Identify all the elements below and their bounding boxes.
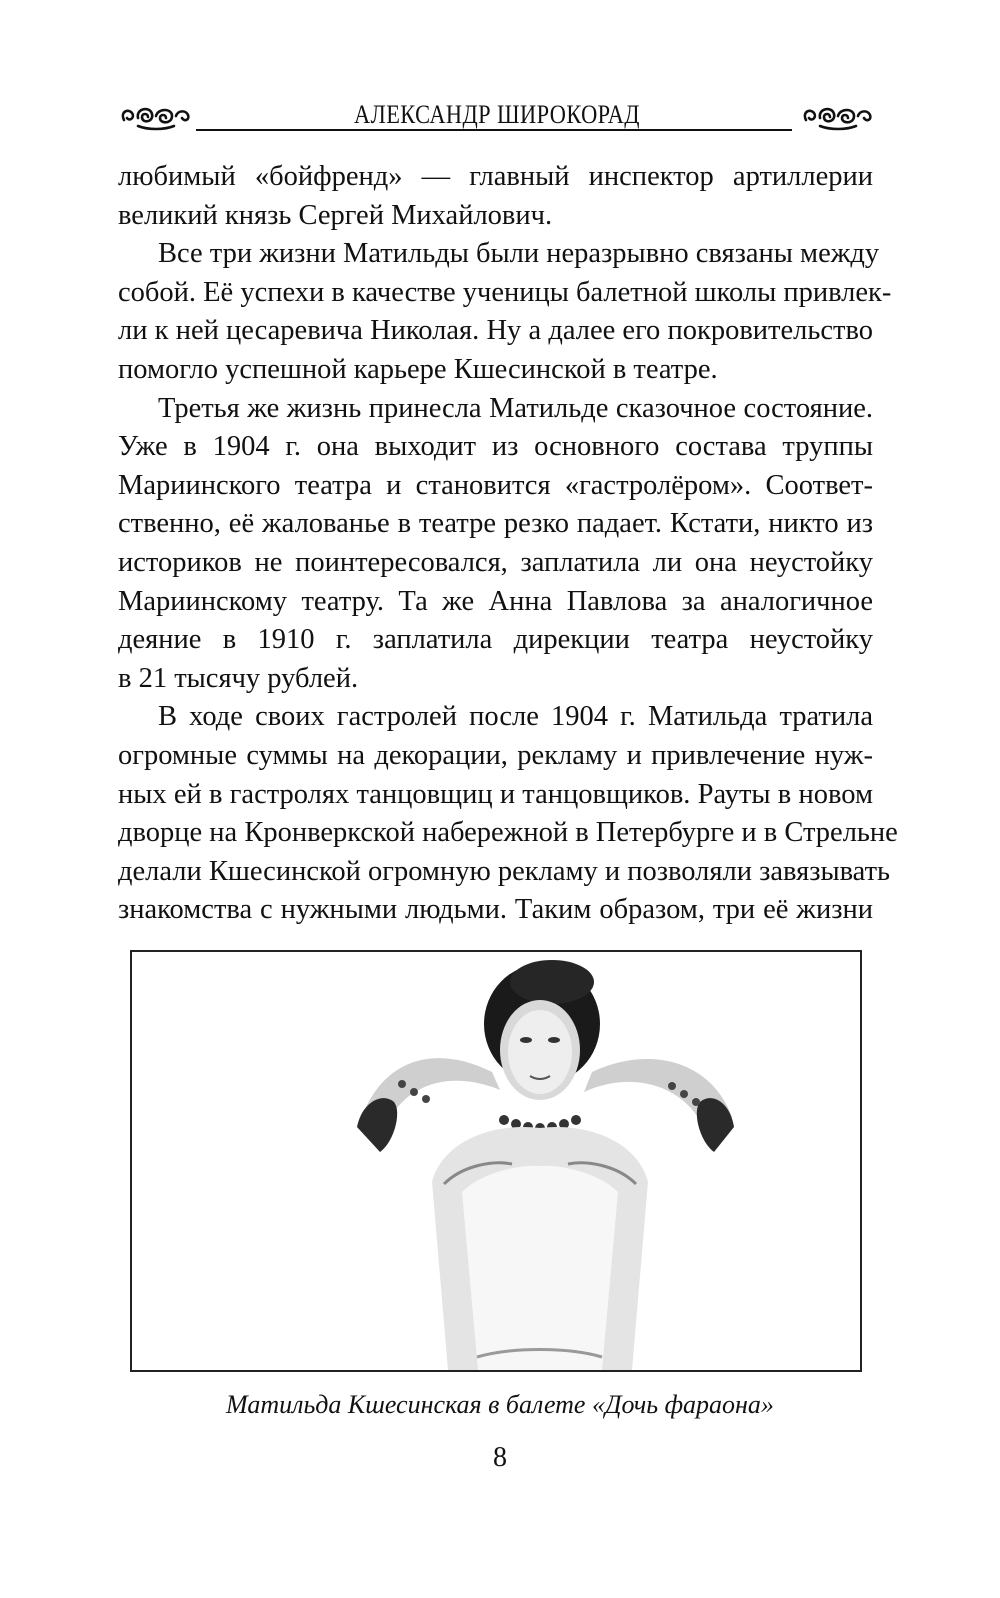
ornament-right-icon xyxy=(790,102,876,132)
text-line: ственно, её жалованье в театре резко падает. Кстати, никто из xyxy=(118,508,873,540)
text-line: ных ей в гастролях танцовщиц и танцовщиков. Рауты в новом xyxy=(118,778,873,810)
text-line: историков не поинтересовался, заплатила ли она неустойку xyxy=(118,546,873,578)
text-line: деяние в 1910 г. заплатила дирекции театра неустойку xyxy=(118,624,873,656)
text-line: огромные суммы на декорации, рекламу и привлечение нуж- xyxy=(118,739,873,771)
text-line: великий князь Сергей Михайлович. xyxy=(118,199,553,231)
text-line: ли к ней цесаревича Николая. Ну а далее его покровительство xyxy=(118,315,873,347)
text-line: знакомства с нужными людьми. Таким образом, три её жизни xyxy=(118,894,873,926)
text-line: Мариинского театра и становится «гастролёром». Соответ- xyxy=(118,469,873,501)
body-text xyxy=(118,158,898,930)
photo-frame xyxy=(130,950,862,1372)
text-line: любимый «бойфренд» — главный инспектор артиллерии xyxy=(118,161,873,192)
text-line: помогло успешной карьере Кшесинской в театре. xyxy=(118,353,718,385)
figure-caption: Матильда Кшесинская в балете «Дочь фараона» xyxy=(226,1390,774,1419)
dancer-portrait-icon xyxy=(132,952,860,1370)
text-line: собой. Её успехи в качестве ученицы балетной школы привлек- xyxy=(118,276,892,308)
text-line: в 21 тысячу рублей. xyxy=(118,662,359,694)
text-line: дворце на Кронверкской набережной в Петербурге и в Стрельне xyxy=(118,817,898,849)
running-header xyxy=(118,98,876,138)
text-line: В ходе своих гастролей после 1904 г. Матильда тратила xyxy=(158,701,873,733)
page-number: 8 xyxy=(493,1442,507,1473)
text-line: Мариинскому театру. Та же Анна Павлова за аналогичное xyxy=(118,585,873,617)
text-line: Уже в 1904 г. она выходит из основного состава труппы xyxy=(118,431,873,463)
text-line: Все три жизни Матильды были неразрывно связаны между xyxy=(158,238,880,270)
text-line: Третья же жизнь принесла Матильде сказочное состояние. xyxy=(158,392,873,424)
running-title: АЛЕКСАНДР ШИРОКОРАД xyxy=(354,100,640,129)
text-line: делали Кшесинской огромную рекламу и позволяли завязывать xyxy=(118,855,891,887)
